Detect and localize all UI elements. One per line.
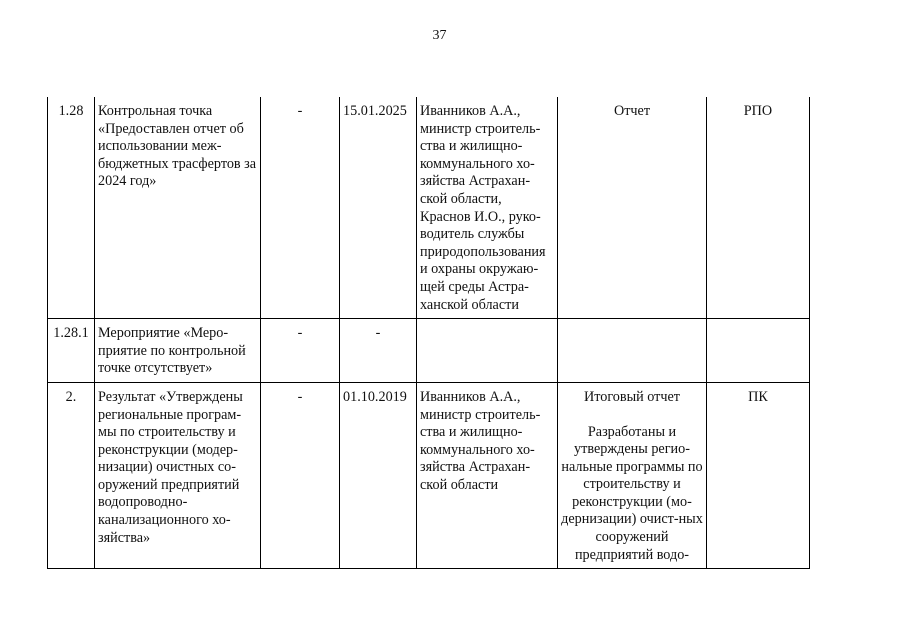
row-start-date: - bbox=[261, 382, 340, 568]
row-name: Контрольная точка «Предоставлен отчет об использовании меж-бюджетных трасфертов за 2024 год» bbox=[95, 97, 261, 319]
row-responsible: Иванников А.А., министр строитель-ства и жилищно-коммунального хо-зяйства Астрахан-ской области bbox=[417, 382, 558, 568]
row-result-note: Разработаны и утверждены регио-нальные программы по строительству и реконструкции (мо-дернизации) очист-ных сооружений предприятий водо- bbox=[561, 423, 703, 563]
row-result-title: Итоговый отчет bbox=[583, 388, 681, 405]
row-end-date: 01.10.2019 bbox=[340, 382, 417, 568]
row-start-date: - bbox=[261, 319, 340, 383]
row-number: 2. bbox=[48, 382, 95, 568]
row-type bbox=[707, 319, 810, 383]
row-responsible: Иванников А.А., министр строитель-ства и жилищно-коммунального хо-зяйства Астрахан-ской области, Краснов И.О., руко-водитель службы природопользования и охраны окружаю-щей среды Астра-ханской области bbox=[417, 97, 558, 319]
row-result bbox=[558, 382, 707, 568]
row-name: Мероприятие «Меро-приятие по контрольной точке отсутствует» bbox=[95, 319, 261, 383]
row-name: Результат «Утверждены региональные програм-мы по строительству и реконструкции (модер-низации) очистных со-оружений предприятий водопроводно-канализационного хо-зяйства» bbox=[95, 382, 261, 568]
row-result bbox=[558, 319, 707, 383]
row-end-date: 15.01.2025 bbox=[340, 97, 417, 319]
row-result bbox=[558, 97, 707, 319]
table-row bbox=[48, 382, 810, 568]
plan-table bbox=[47, 97, 810, 569]
row-result-title: Отчет bbox=[613, 103, 651, 119]
page-number: 37 bbox=[432, 28, 447, 43]
row-start-date: - bbox=[261, 97, 340, 319]
row-type: ПК bbox=[707, 382, 810, 568]
row-end-date: - bbox=[340, 319, 417, 383]
row-type: РПО bbox=[707, 97, 810, 319]
table-row bbox=[48, 97, 810, 319]
table-row bbox=[48, 319, 810, 383]
row-number: 1.28.1 bbox=[48, 319, 95, 383]
row-number: 1.28 bbox=[48, 97, 95, 319]
row-responsible bbox=[417, 319, 558, 383]
